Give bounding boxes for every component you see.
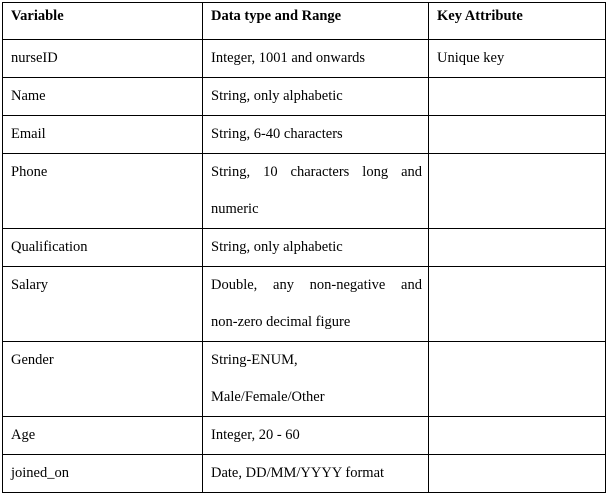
cell-key-attribute (429, 455, 606, 493)
type-range-text-line2: Male/Female/Other (211, 389, 325, 405)
cell-variable: Phone (3, 154, 203, 229)
cell-key-attribute (429, 154, 606, 229)
type-range-text: String, 6-40 characters (211, 126, 343, 142)
cell-type-range (203, 229, 429, 267)
header-variable: Variable (3, 3, 203, 40)
cell-type-range (203, 116, 429, 154)
cell-key-attribute (429, 342, 606, 417)
cell-type-range (203, 455, 429, 493)
cell-type-range (203, 342, 429, 417)
cell-type-range (203, 40, 429, 78)
type-range-text: String, only alphabetic (211, 88, 343, 104)
type-range-text-line2: numeric (211, 201, 259, 217)
header-key-attribute: Key Attribute (429, 3, 606, 40)
type-range-text: String, only alphabetic (211, 239, 343, 255)
table-row (3, 342, 606, 417)
type-range-text: Integer, 1001 and onwards (211, 50, 366, 66)
type-range-text-line1: String-ENUM, (211, 352, 298, 368)
cell-key-attribute (429, 267, 606, 342)
type-range-text: Date, DD/MM/YYYY format (211, 465, 385, 481)
cell-type-range (203, 154, 429, 229)
cell-variable: nurseID (3, 40, 203, 78)
data-dictionary-table (2, 2, 606, 493)
type-range-text: Integer, 20 - 60 (211, 427, 300, 443)
cell-variable: Salary (3, 267, 203, 342)
cell-key-attribute (429, 229, 606, 267)
table-row (3, 267, 606, 342)
cell-variable: Name (3, 78, 203, 116)
cell-variable: Email (3, 116, 203, 154)
cell-variable: Qualification (3, 229, 203, 267)
table-row (3, 116, 606, 154)
table-row (3, 417, 606, 455)
cell-type-range (203, 417, 429, 455)
header-data-type-range: Data type and Range (203, 3, 429, 40)
cell-key-attribute (429, 116, 606, 154)
type-range-text-line1: Double, any non-negative and (211, 277, 422, 293)
cell-type-range (203, 78, 429, 116)
cell-variable: joined_on (3, 455, 203, 493)
cell-variable: Age (3, 417, 203, 455)
table-row (3, 154, 606, 229)
cell-variable: Gender (3, 342, 203, 417)
table-row (3, 78, 606, 116)
type-range-text-line2: non-zero decimal figure (211, 314, 351, 330)
header-row (3, 3, 606, 40)
type-range-text-line1: String, 10 characters long and (211, 164, 422, 180)
table-row (3, 229, 606, 267)
table-row (3, 40, 606, 78)
cell-type-range (203, 267, 429, 342)
cell-key-attribute (429, 417, 606, 455)
cell-key-attribute: Unique key (429, 40, 606, 78)
cell-key-attribute (429, 78, 606, 116)
table-row (3, 455, 606, 493)
